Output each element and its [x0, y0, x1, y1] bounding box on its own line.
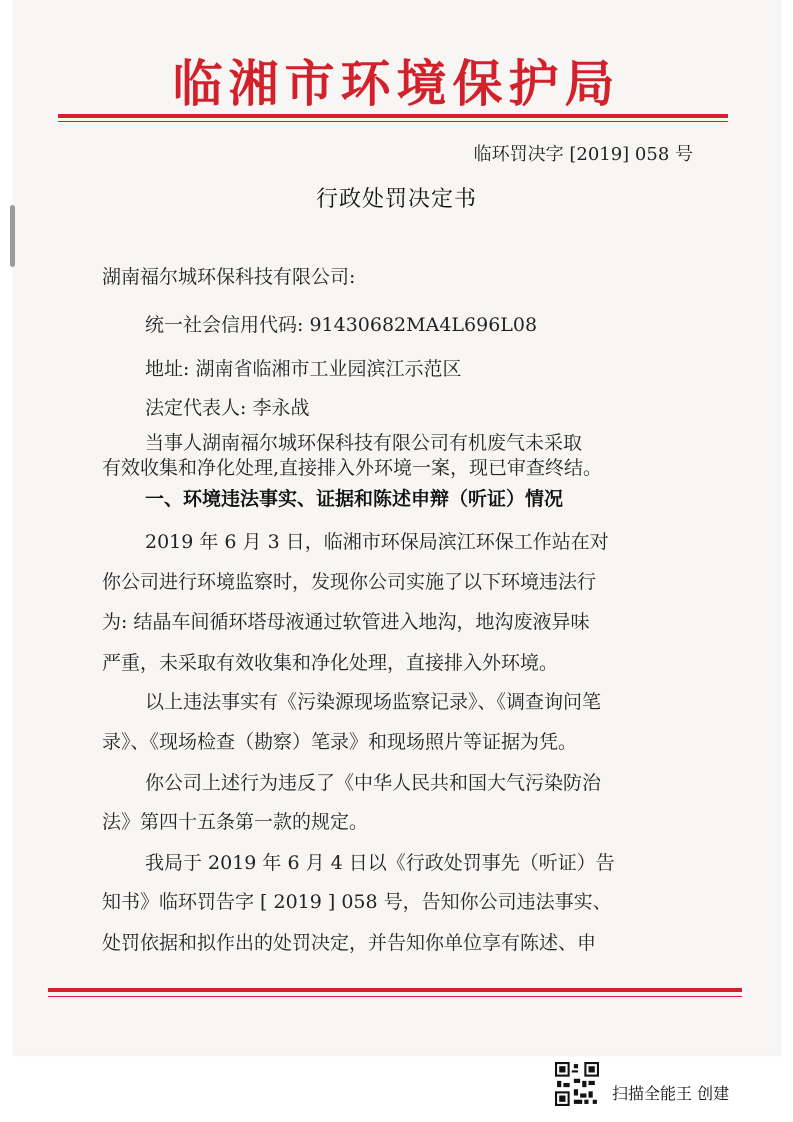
credit-code-line: 统一社会信用代码: 91430682MA4L696L08: [145, 314, 538, 336]
address-line: 地址: 湖南省临湘市工业园滨江示范区: [145, 358, 462, 380]
letterhead-rule-thin: [58, 121, 728, 122]
qr-code-icon: [555, 1062, 599, 1106]
notice-line: 知书》临环罚告字 [ 2019 ] 058 号，告知你公司违法事实、: [102, 891, 612, 913]
staple-mark: [10, 205, 15, 267]
facts-line: 2019 年 6 月 3 日，临湘市环保局滨江环保工作站在对: [145, 531, 609, 553]
facts-line: 你公司进行环境监察时，发现你公司实施了以下环境违法行: [102, 571, 597, 593]
letterhead-rule-thick: [58, 114, 728, 118]
section-heading: 一、环境违法事实、证据和陈述申辩（听证）情况: [145, 488, 564, 510]
legal-representative-line: 法定代表人: 李永战: [145, 397, 310, 419]
evidence-line: 以上违法事实有《污染源现场监察记录》、《调查询问笔: [145, 691, 602, 713]
scanner-app-label: 扫描全能王 创建: [612, 1084, 730, 1103]
recipient-line: 湖南福尔城环保科技有限公司:: [102, 266, 356, 288]
intro-line: 当事人湖南福尔城环保科技有限公司有机废气未采取: [145, 432, 583, 454]
agency-letterhead: 临湘市环境保护局: [172, 55, 621, 113]
violation-line: 法》第四十五条第一款的规定。: [102, 811, 369, 833]
intro-line: 有效收集和净化处理,直接排入外环境一案，现已审查终结。: [102, 457, 603, 479]
facts-line: 严重，未采取有效收集和净化处理，直接排入外环境。: [102, 652, 559, 674]
document-number: 临环罚决字 [2019] 058 号: [473, 144, 693, 165]
notice-line: 我局于 2019 年 6 月 4 日以《行政处罚事先（听证）告: [145, 852, 615, 874]
footer-rule-thick: [48, 988, 742, 992]
evidence-line: 录》、《现场检查（勘察）笔录》和现场照片等证据为凭。: [102, 731, 578, 753]
violation-line: 你公司上述行为违反了《中华人民共和国大气污染防治: [145, 772, 602, 794]
footer-rule-thin: [48, 996, 742, 997]
document-title: 行政处罚决定书: [315, 187, 477, 212]
facts-line: 为: 结晶车间循环塔母液通过软管进入地沟，地沟废液异味: [102, 611, 590, 633]
notice-line: 处罚依据和拟作出的处罚决定，并告知你单位享有陈述、申: [102, 932, 597, 954]
